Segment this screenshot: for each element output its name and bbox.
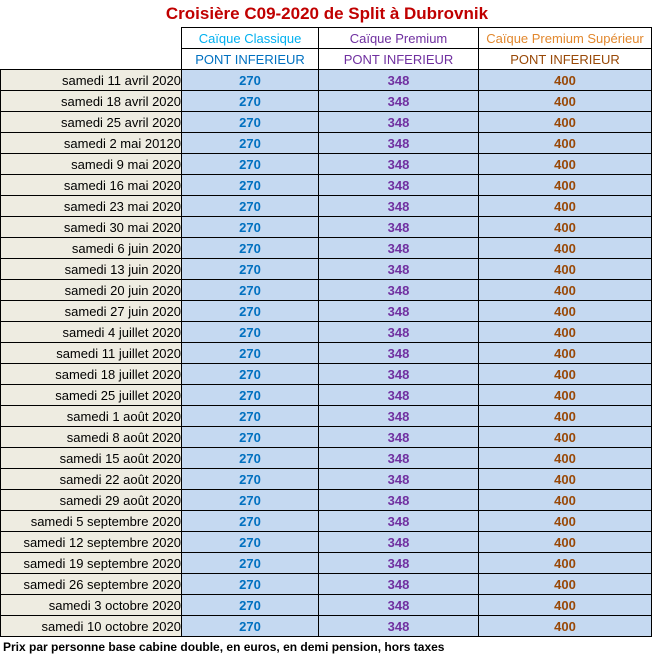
departure-date: samedi 10 octobre 2020: [1, 616, 182, 637]
price-superieur: 400: [479, 70, 652, 91]
departure-date: samedi 9 mai 2020: [1, 154, 182, 175]
price-superieur: 400: [479, 280, 652, 301]
price-classique: 270: [182, 616, 319, 637]
price-superieur: 400: [479, 238, 652, 259]
price-premium: 348: [319, 448, 479, 469]
table-row: [1, 511, 652, 532]
price-premium: 348: [319, 259, 479, 280]
price-classique: 270: [182, 448, 319, 469]
price-superieur: 400: [479, 196, 652, 217]
price-premium: 348: [319, 70, 479, 91]
table-row: [1, 322, 652, 343]
departure-date: samedi 1 août 2020: [1, 406, 182, 427]
price-classique: 270: [182, 301, 319, 322]
price-premium: 348: [319, 574, 479, 595]
deck-header-superieur: PONT INFERIEUR: [479, 49, 652, 70]
departure-date: samedi 26 septembre 2020: [1, 574, 182, 595]
departure-date: samedi 19 septembre 2020: [1, 553, 182, 574]
table-row: [1, 469, 652, 490]
price-premium: 348: [319, 112, 479, 133]
price-superieur: 400: [479, 406, 652, 427]
departure-date: samedi 20 juin 2020: [1, 280, 182, 301]
departure-date: samedi 12 septembre 2020: [1, 532, 182, 553]
price-classique: 270: [182, 112, 319, 133]
price-table: [0, 27, 652, 637]
price-classique: 270: [182, 574, 319, 595]
table-row: [1, 280, 652, 301]
price-superieur: 400: [479, 574, 652, 595]
price-premium: 348: [319, 217, 479, 238]
price-superieur: 400: [479, 322, 652, 343]
price-superieur: 400: [479, 112, 652, 133]
price-classique: 270: [182, 322, 319, 343]
price-classique: 270: [182, 490, 319, 511]
table-row: [1, 133, 652, 154]
page-title: Croisière C09-2020 de Split à Dubrovnik: [165, 4, 489, 23]
price-classique: 270: [182, 154, 319, 175]
price-classique: 270: [182, 91, 319, 112]
price-classique: 270: [182, 469, 319, 490]
price-superieur: 400: [479, 154, 652, 175]
departure-date: samedi 8 août 2020: [1, 427, 182, 448]
departure-date: samedi 6 juin 2020: [1, 238, 182, 259]
price-superieur: 400: [479, 385, 652, 406]
departure-date: samedi 5 septembre 2020: [1, 511, 182, 532]
price-classique: 270: [182, 196, 319, 217]
table-row: [1, 259, 652, 280]
deck-header-premium: PONT INFERIEUR: [319, 49, 479, 70]
table-row: [1, 448, 652, 469]
departure-date: samedi 18 avril 2020: [1, 91, 182, 112]
price-classique: 270: [182, 406, 319, 427]
price-premium: 348: [319, 154, 479, 175]
column-header-superieur: Caïque Premium Supérieur: [479, 28, 652, 49]
departure-date: samedi 25 avril 2020: [1, 112, 182, 133]
price-premium: 348: [319, 175, 479, 196]
price-classique: 270: [182, 343, 319, 364]
departure-date: samedi 18 juillet 2020: [1, 364, 182, 385]
table-row: [1, 175, 652, 196]
departure-date: samedi 2 mai 20120: [1, 133, 182, 154]
price-superieur: 400: [479, 133, 652, 154]
table-row: [1, 532, 652, 553]
price-classique: 270: [182, 133, 319, 154]
price-classique: 270: [182, 259, 319, 280]
price-premium: 348: [319, 343, 479, 364]
departure-date: samedi 16 mai 2020: [1, 175, 182, 196]
price-premium: 348: [319, 532, 479, 553]
table-row: [1, 574, 652, 595]
footer-note: Prix par personne base cabine double, en euros, en demi pension, hors taxes: [3, 640, 445, 654]
departure-date: samedi 30 mai 2020: [1, 217, 182, 238]
price-premium: 348: [319, 322, 479, 343]
header-row-names: [1, 28, 652, 49]
price-superieur: 400: [479, 448, 652, 469]
departure-date: samedi 15 août 2020: [1, 448, 182, 469]
price-premium: 348: [319, 133, 479, 154]
price-classique: 270: [182, 427, 319, 448]
price-superieur: 400: [479, 259, 652, 280]
deck-header-classique: PONT INFERIEUR: [182, 49, 319, 70]
departure-date: samedi 27 juin 2020: [1, 301, 182, 322]
departure-date: samedi 22 août 2020: [1, 469, 182, 490]
price-premium: 348: [319, 385, 479, 406]
price-premium: 348: [319, 406, 479, 427]
departure-date: samedi 11 avril 2020: [1, 70, 182, 91]
departure-date: samedi 25 juillet 2020: [1, 385, 182, 406]
price-classique: 270: [182, 217, 319, 238]
price-premium: 348: [319, 616, 479, 637]
departure-date: samedi 23 mai 2020: [1, 196, 182, 217]
table-row: [1, 385, 652, 406]
price-premium: 348: [319, 280, 479, 301]
price-premium: 348: [319, 196, 479, 217]
price-superieur: 400: [479, 301, 652, 322]
departure-date: samedi 29 août 2020: [1, 490, 182, 511]
price-classique: 270: [182, 238, 319, 259]
price-classique: 270: [182, 175, 319, 196]
price-premium: 348: [319, 91, 479, 112]
departure-date: samedi 4 juillet 2020: [1, 322, 182, 343]
price-superieur: 400: [479, 532, 652, 553]
price-classique: 270: [182, 553, 319, 574]
price-premium: 348: [319, 490, 479, 511]
price-premium: 348: [319, 301, 479, 322]
departure-date: samedi 3 octobre 2020: [1, 595, 182, 616]
table-row: [1, 112, 652, 133]
price-classique: 270: [182, 280, 319, 301]
price-superieur: 400: [479, 595, 652, 616]
table-row: [1, 364, 652, 385]
price-premium: 348: [319, 364, 479, 385]
price-classique: 270: [182, 385, 319, 406]
price-classique: 270: [182, 364, 319, 385]
price-superieur: 400: [479, 490, 652, 511]
price-premium: 348: [319, 427, 479, 448]
column-header-premium: Caïque Premium: [319, 28, 479, 49]
price-premium: 348: [319, 511, 479, 532]
price-superieur: 400: [479, 553, 652, 574]
price-superieur: 400: [479, 427, 652, 448]
table-row: [1, 616, 652, 637]
price-superieur: 400: [479, 616, 652, 637]
table-row: [1, 343, 652, 364]
header-blank-cell: [1, 28, 182, 49]
price-superieur: 400: [479, 217, 652, 238]
price-premium: 348: [319, 595, 479, 616]
column-header-classique: Caïque Classique: [182, 28, 319, 49]
table-row: [1, 427, 652, 448]
price-premium: 348: [319, 238, 479, 259]
table-row: [1, 238, 652, 259]
table-row: [1, 91, 652, 112]
table-row: [1, 406, 652, 427]
header-blank-cell: [1, 49, 182, 70]
price-superieur: 400: [479, 364, 652, 385]
price-classique: 270: [182, 532, 319, 553]
price-classique: 270: [182, 511, 319, 532]
price-superieur: 400: [479, 511, 652, 532]
price-premium: 348: [319, 469, 479, 490]
price-classique: 270: [182, 70, 319, 91]
departure-date: samedi 11 juillet 2020: [1, 343, 182, 364]
table-row: [1, 301, 652, 322]
price-superieur: 400: [479, 343, 652, 364]
table-row: [1, 595, 652, 616]
price-premium: 348: [319, 553, 479, 574]
price-superieur: 400: [479, 91, 652, 112]
header-row-deck: [1, 49, 652, 70]
table-row: [1, 70, 652, 91]
table-row: [1, 154, 652, 175]
price-superieur: 400: [479, 175, 652, 196]
price-classique: 270: [182, 595, 319, 616]
table-row: [1, 217, 652, 238]
table-row: [1, 490, 652, 511]
price-superieur: 400: [479, 469, 652, 490]
departure-date: samedi 13 juin 2020: [1, 259, 182, 280]
table-row: [1, 553, 652, 574]
table-row: [1, 196, 652, 217]
